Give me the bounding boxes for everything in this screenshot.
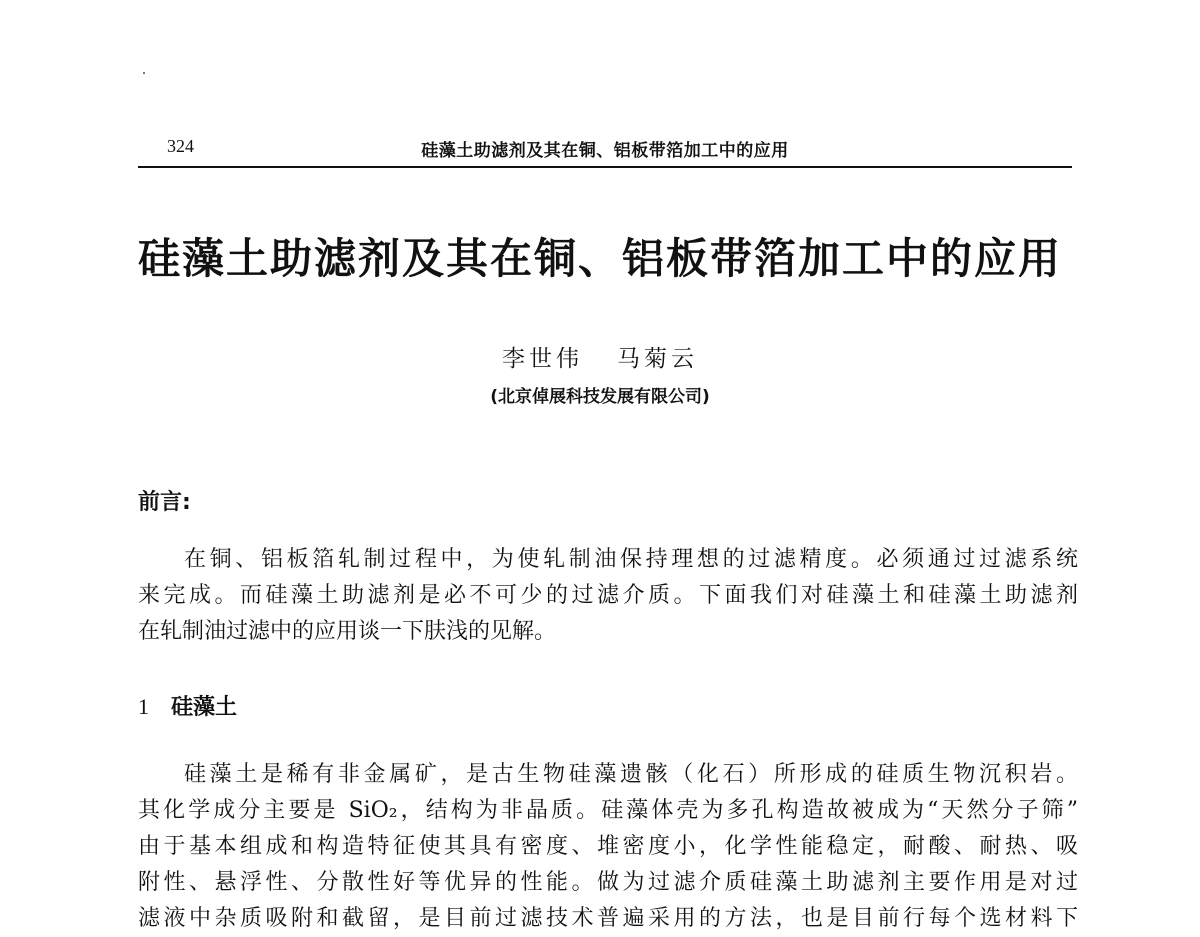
scan-speck: [143, 72, 145, 74]
author-name: 李世伟: [502, 346, 583, 372]
text-line: 在铜、铝板箔轧制过程中，为使轧制油保持理想的过滤精度。必须通过过滤系统: [184, 547, 1078, 572]
text-line: 滤液中杂质吸附和截留，是目前过滤技术普遍采用的方法，也是目前行每个选材料下: [138, 906, 1078, 931]
running-header: [138, 132, 1072, 170]
page-number: 324: [167, 136, 194, 156]
text-line: 在轧制油过滤中的应用谈一下肤浅的见解。: [138, 619, 557, 644]
text-line: 由于基本组成和构造特征使其具有密度、堆密度小，化学性能稳定，耐酸、耐热、吸: [138, 834, 1078, 859]
section-title: 硅藻土: [171, 695, 238, 720]
author-affiliation: (北京倬展科技发展有限公司): [490, 387, 710, 407]
header-rule: [138, 166, 1072, 168]
text-line: 来完成。而硅藻土助滤剂是必不可少的过滤介质。下面我们对硅藻土和硅藻土助滤剂: [138, 583, 1078, 608]
text-line: 附性、悬浮性、分散性好等优异的性能。做为过滤介质硅藻土助滤剂主要作用是对过: [138, 870, 1078, 895]
section-heading: [138, 690, 237, 721]
running-title: 硅藻土助滤剂及其在铜、铝板带箔加工中的应用: [421, 141, 789, 161]
author-list: [0, 340, 1200, 373]
preface-paragraph: [138, 542, 1078, 650]
article-title: 硅藻土助滤剂及其在铜、铝板带箔加工中的应用: [137, 234, 1062, 283]
author-name: 马菊云: [617, 346, 698, 372]
preface-heading: 前言:: [138, 490, 191, 515]
section-number: 1: [138, 694, 149, 719]
text-line: 其化学成分主要是 SiO₂，结构为非晶质。硅藻体壳为多孔构造故被成为“天然分子筛”: [138, 798, 1078, 823]
section-paragraph: [138, 757, 1078, 937]
text-line: 硅藻土是稀有非金属矿，是古生物硅藻遗骸（化石）所形成的硅质生物沉积岩。: [184, 762, 1078, 787]
